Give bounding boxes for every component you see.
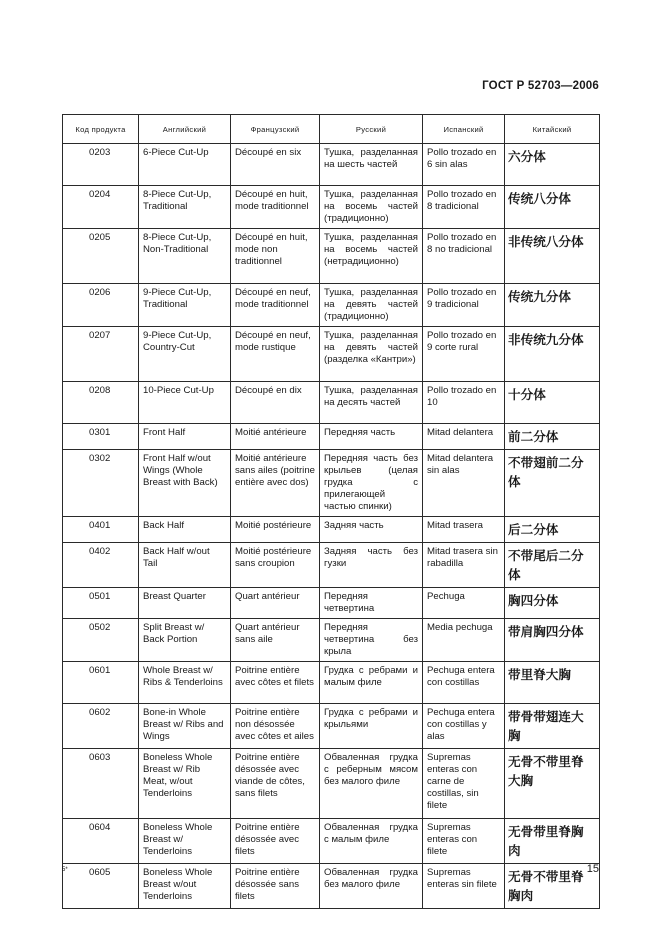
cell-spanish: Media pechuga [423, 619, 505, 662]
cell-spanish: Pollo trozado en 6 sin alas [423, 144, 505, 186]
cell-french: Découpé en six [231, 144, 320, 186]
cell-spanish: Mitad trasera [423, 517, 505, 543]
cell-spanish: Pechuga [423, 588, 505, 619]
cell-french: Moitié postérieure [231, 517, 320, 543]
cell-russian: Передняя четвертина [320, 588, 423, 619]
cell-code: 0301 [63, 424, 139, 450]
cell-spanish: Pollo trozado en 8 no tradicional [423, 229, 505, 284]
standard-designation: ГОСТ Р 52703—2006 [482, 80, 599, 92]
cell-spanish: Mitad delantera sin alas [423, 450, 505, 517]
cell-english: Breast Quarter [139, 588, 231, 619]
cell-french: Poitrine entière désossée avec viande de côtes, sans filets [231, 749, 320, 819]
cell-spanish: Supremas enteras con filete [423, 819, 505, 864]
cell-code: 0207 [63, 327, 139, 382]
cell-french: Moitié antérieure [231, 424, 320, 450]
cell-french: Poitrine entière désossée sans filets [231, 864, 320, 909]
cell-english: Whole Breast w/ Ribs & Tenderloins [139, 662, 231, 704]
cell-french: Découpé en huit, mode non traditionnel [231, 229, 320, 284]
cell-chinese: 传统九分体 [505, 284, 600, 327]
cell-code: 0302 [63, 450, 139, 517]
cell-chinese: 非传统八分体 [505, 229, 600, 284]
cell-code: 0604 [63, 819, 139, 864]
cell-code: 0206 [63, 284, 139, 327]
cell-english: 8-Piece Cut-Up, Traditional [139, 186, 231, 229]
cell-spanish: Pollo trozado en 9 corte rural [423, 327, 505, 382]
cell-chinese: 传统八分体 [505, 186, 600, 229]
cell-english: 6-Piece Cut-Up [139, 144, 231, 186]
cell-french: Découpé en dix [231, 382, 320, 424]
cell-code: 0205 [63, 229, 139, 284]
cell-code: 0601 [63, 662, 139, 704]
cell-spanish: Supremas enteras con carne de costillas, sin filete [423, 749, 505, 819]
cell-code: 0401 [63, 517, 139, 543]
cell-chinese: 非传统九分体 [505, 327, 600, 382]
cell-code: 0208 [63, 382, 139, 424]
col-header-english: Английский [139, 115, 231, 144]
table-row [63, 749, 600, 819]
col-header-code: Код продукта [63, 115, 139, 144]
page-number: 15 [586, 863, 599, 875]
cell-english: Boneless Whole Breast w/ Rib Meat, w/out Tenderloins [139, 749, 231, 819]
cell-russian: Тушка, разделанная на девять частей (традиционно) [320, 284, 423, 327]
cell-russian: Передняя часть без крыльев (целая грудка с прилегающей частью спинки) [320, 450, 423, 517]
cell-russian: Обваленная грудка с малым филе [320, 819, 423, 864]
table-row [63, 284, 600, 327]
table-row [63, 424, 600, 450]
cell-french: Découpé en huit, mode traditionnel [231, 186, 320, 229]
cell-chinese: 前二分体 [505, 424, 600, 450]
cell-french: Découpé en neuf, mode traditionnel [231, 284, 320, 327]
cell-spanish: Pechuga entera con costillas [423, 662, 505, 704]
cell-code: 0204 [63, 186, 139, 229]
cell-french: Moitié postérieure sans croupion [231, 543, 320, 588]
table-row [63, 619, 600, 662]
cell-russian: Задняя часть без гузки [320, 543, 423, 588]
table-row [63, 144, 600, 186]
table-row [63, 517, 600, 543]
col-header-chinese: Китайский [505, 115, 600, 144]
cell-russian: Передняя часть [320, 424, 423, 450]
cell-chinese: 带骨带翅连大胸 [505, 704, 600, 749]
cell-french: Quart antérieur sans aile [231, 619, 320, 662]
cell-chinese: 后二分体 [505, 517, 600, 543]
cell-russian: Грудка с ребрами и крыльями [320, 704, 423, 749]
cell-spanish: Pollo trozado en 9 tradicional [423, 284, 505, 327]
table-row [63, 819, 600, 864]
cell-code: 0605 [63, 864, 139, 909]
cell-spanish: Pollo trozado en 10 [423, 382, 505, 424]
cell-russian: Тушка, разделанная на восемь частей (нетрадиционно) [320, 229, 423, 284]
cell-english: Front Half w/out Wings (Whole Breast with Back) [139, 450, 231, 517]
table-row [63, 588, 600, 619]
cell-russian: Задняя часть [320, 517, 423, 543]
cell-chinese: 无骨不带里脊大胸 [505, 749, 600, 819]
cell-russian: Тушка, разделанная на шесть частей [320, 144, 423, 186]
cell-chinese: 不带尾后二分体 [505, 543, 600, 588]
cell-chinese: 六分体 [505, 144, 600, 186]
cell-russian: Обваленная грудка с реберным мясом без малого филе [320, 749, 423, 819]
cell-russian: Тушка, разделанная на восемь частей (традиционно) [320, 186, 423, 229]
cell-french: Découpé en neuf, mode rustique [231, 327, 320, 382]
cell-spanish: Supremas enteras sin filete [423, 864, 505, 909]
cell-chinese: 带里脊大胸 [505, 662, 600, 704]
cell-english: 10-Piece Cut-Up [139, 382, 231, 424]
table-row [63, 450, 600, 517]
cell-code: 0203 [63, 144, 139, 186]
cell-chinese: 无骨带里脊胸肉 [505, 819, 600, 864]
cell-french: Poitrine entière non désossée avec côtes et ailes [231, 704, 320, 749]
cell-french: Quart antérieur [231, 588, 320, 619]
col-header-french: Французский [231, 115, 320, 144]
col-header-russian: Русский [320, 115, 423, 144]
cell-spanish: Pollo trozado en 8 tradicional [423, 186, 505, 229]
product-codes-table [62, 114, 600, 909]
cell-english: Back Half [139, 517, 231, 543]
cell-english: Bone-in Whole Breast w/ Ribs and Wings [139, 704, 231, 749]
cell-russian: Тушка, разделанная на девять частей (разделка «Кантри») [320, 327, 423, 382]
cell-english: 8-Piece Cut-Up, Non-Traditional [139, 229, 231, 284]
cell-chinese: 带肩胸四分体 [505, 619, 600, 662]
cell-english: Front Half [139, 424, 231, 450]
cell-english: Boneless Whole Breast w/ Tenderloins [139, 819, 231, 864]
cell-english: Back Half w/out Tail [139, 543, 231, 588]
cell-code: 0602 [63, 704, 139, 749]
cell-code: 0603 [63, 749, 139, 819]
cell-russian: Передняя четвертина без крыла [320, 619, 423, 662]
cell-french: Poitrine entière désossée avec filets [231, 819, 320, 864]
cell-code: 0502 [63, 619, 139, 662]
table-row [63, 229, 600, 284]
cell-english: Boneless Whole Breast w/out Tenderloins [139, 864, 231, 909]
cell-russian: Обваленная грудка без малого филе [320, 864, 423, 909]
cell-spanish: Mitad delantera [423, 424, 505, 450]
table-row [63, 382, 600, 424]
cell-french: Moitié antérieure sans ailes (poitrine entière avec dos) [231, 450, 320, 517]
cell-russian: Грудка с ребрами и малым филе [320, 662, 423, 704]
cell-spanish: Pechuga entera con costillas y alas [423, 704, 505, 749]
table-header-row [63, 115, 600, 144]
table-row [63, 327, 600, 382]
table-row [63, 543, 600, 588]
cell-code: 0501 [63, 588, 139, 619]
cell-english: Split Breast w/ Back Portion [139, 619, 231, 662]
cell-chinese: 十分体 [505, 382, 600, 424]
table-row [63, 662, 600, 704]
table-row [63, 704, 600, 749]
cell-spanish: Mitad trasera sin rabadilla [423, 543, 505, 588]
cell-english: 9-Piece Cut-Up, Traditional [139, 284, 231, 327]
cell-chinese: 无骨不带里脊胸肉 [505, 864, 600, 909]
cell-chinese: 胸四分体 [505, 588, 600, 619]
table-row [63, 186, 600, 229]
col-header-spanish: Испанский [423, 115, 505, 144]
table-row [63, 864, 600, 909]
cell-russian: Тушка, разделанная на десять частей [320, 382, 423, 424]
sheet-mark: 5* [62, 867, 68, 873]
cell-chinese: 不带翅前二分体 [505, 450, 600, 517]
cell-english: 9-Piece Cut-Up, Country-Cut [139, 327, 231, 382]
cell-code: 0402 [63, 543, 139, 588]
cell-french: Poitrine entière avec côtes et filets [231, 662, 320, 704]
